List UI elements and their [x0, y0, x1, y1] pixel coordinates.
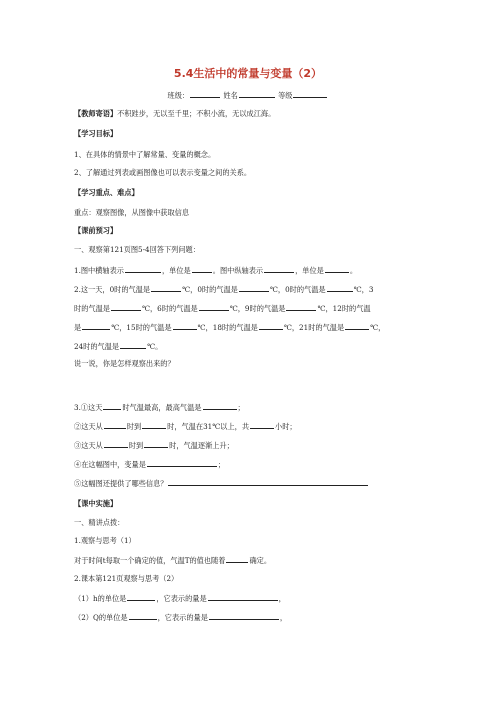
- answer-blank[interactable]: [208, 593, 278, 601]
- goal-item: 2、了解通过列表或画图像也可以表示变量之间的关系。: [74, 168, 252, 177]
- inclass-subitem: （2）Q的单位是 ，它表示的量是 ，: [74, 613, 288, 622]
- answer-blank[interactable]: [209, 612, 279, 620]
- answer-blank[interactable]: [239, 284, 269, 292]
- answer-blank[interactable]: [286, 303, 316, 311]
- goals-heading: 【学习目标】: [74, 129, 118, 138]
- answer-blank[interactable]: [259, 322, 283, 330]
- answer-blank[interactable]: [111, 303, 141, 311]
- answer-blank[interactable]: [120, 341, 146, 349]
- name-blank[interactable]: [239, 90, 275, 98]
- page-title: 5.4生活中的常量与变量（2）: [173, 67, 323, 80]
- inclass-intro: 一、精讲点拨：: [74, 518, 125, 527]
- class-label: 班级：: [167, 91, 190, 100]
- answer-blank[interactable]: [192, 265, 212, 273]
- question-2-line: 是 ℃，15时的气温是 ℃，18时的气温是 ℃，21时的气温是 ℃，: [74, 323, 386, 332]
- keypoints-heading: 【学习重点、难点】: [74, 188, 139, 197]
- inclass-item: 1.观察与思考（1）: [74, 536, 136, 545]
- inclass-item-text: 对于时间t每取一个确定的值，气温T的值也随着 确定。: [74, 556, 272, 565]
- motto-label: 【教师寄语】: [74, 109, 118, 118]
- answer-blank[interactable]: [129, 612, 157, 620]
- answer-blank[interactable]: [168, 478, 368, 486]
- answer-blank[interactable]: [104, 440, 128, 448]
- answer-blank[interactable]: [104, 421, 126, 429]
- inclass-subitem: （1）h的单位是 ，它表示的量是 ，: [74, 594, 286, 603]
- answer-blank[interactable]: [250, 421, 274, 429]
- preview-heading: 【课前预习】: [74, 226, 118, 235]
- keypoints-text: 重点：观察图像，从图像中获取信息: [74, 208, 190, 217]
- answer-blank[interactable]: [144, 440, 168, 448]
- answer-blank[interactable]: [142, 421, 166, 429]
- answer-blank[interactable]: [82, 322, 110, 330]
- grade-label: 等级: [278, 91, 293, 100]
- answer-blank[interactable]: [173, 322, 197, 330]
- answer-blank[interactable]: [151, 284, 181, 292]
- answer-blank[interactable]: [327, 284, 353, 292]
- question-3-line: 3.①这天 时气温最高，最高气温是 ；: [74, 403, 245, 412]
- question-3-line: ⑤这幅图还提供了哪些信息？: [74, 478, 369, 488]
- question-2-line: 时的气温是 ℃，6时的气温是 ℃，9时的气温是 ℃，12时的气温: [74, 304, 371, 313]
- answer-blank[interactable]: [203, 402, 237, 410]
- goal-item: 1、在具体的情景中了解常量、变量的概念。: [74, 150, 216, 159]
- grade-blank[interactable]: [293, 90, 327, 98]
- answer-blank[interactable]: [199, 303, 229, 311]
- inclass-heading: 【课中实施】: [74, 499, 118, 508]
- answer-blank[interactable]: [325, 265, 349, 273]
- name-label: 姓名: [223, 91, 238, 100]
- answer-blank[interactable]: [345, 322, 369, 330]
- answer-blank[interactable]: [147, 459, 217, 467]
- question-2-line: 2.这一天，0时的气温是 ℃，0时的气温是 ℃，0时的气温是 ℃，3: [74, 285, 374, 294]
- question-3-line: ④在这幅图中，变量是 ；: [74, 460, 226, 469]
- question-1: 1.图中横轴表示 ，单位是 。图中纵轴表示 ，单位是 。: [74, 266, 358, 275]
- answer-blank[interactable]: [226, 555, 248, 563]
- talk-prompt: 说一说，你是怎样观察出来的？: [74, 359, 175, 368]
- answer-blank[interactable]: [103, 402, 121, 410]
- motto-text: 不积跬步，无以至千里；不积小流，无以成江海。: [117, 109, 276, 118]
- answer-blank[interactable]: [264, 265, 294, 273]
- answer-blank[interactable]: [125, 265, 161, 273]
- inclass-item: 2.课本第121页观察与思考（2）: [74, 574, 179, 583]
- answer-blank[interactable]: [127, 593, 155, 601]
- teacher-motto: [74, 109, 275, 118]
- class-blank[interactable]: [190, 90, 220, 98]
- question-2-line: 24时的气温是 ℃。: [74, 342, 163, 351]
- question-3-line: ③这天从 时到 时，气温逐渐上升；: [74, 441, 234, 450]
- preview-intro: 一、观察第121页图5-4回答下列问题：: [74, 245, 200, 254]
- question-3-line: ②这天从 时到 时，气温在31℃以上，共 小时；: [74, 422, 297, 431]
- student-info-row: [0, 90, 496, 100]
